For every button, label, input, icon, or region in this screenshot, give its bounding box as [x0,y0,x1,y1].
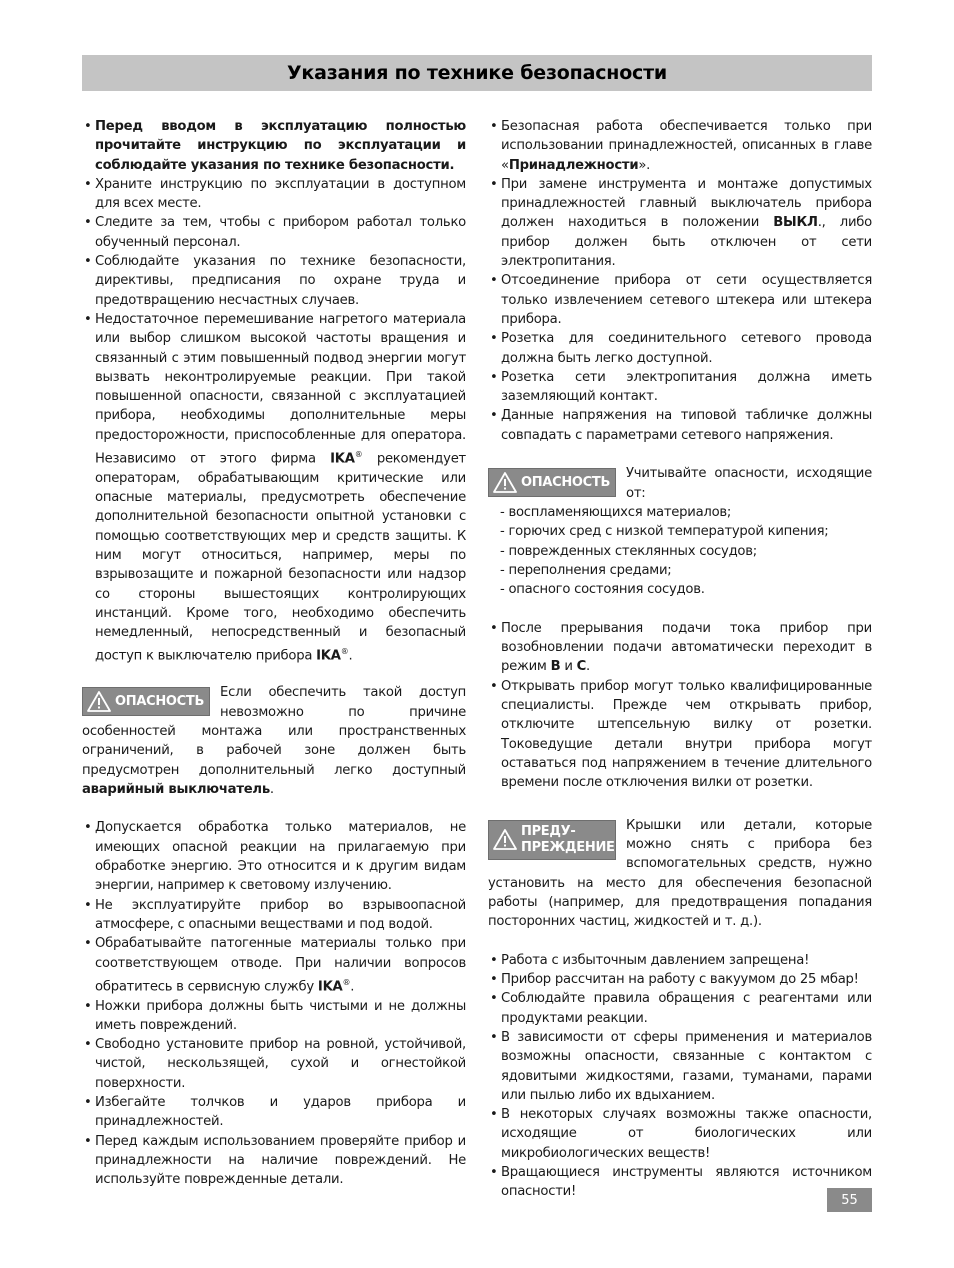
list-item: - поврежденных стеклянных сосудов; [500,542,872,561]
list-item: - воспламеняющихся материалов; [500,503,872,522]
danger-note: ОПАСНОСТЬ Если обеспечить такой доступ невозможно по причине особенностей монтажа или пространственных ограничений, в рабочей зоне должен быть предусмотрен дополнительный легко доступный аварийный выключатель. [82,685,466,797]
list-item: • В некоторых случаях возможны также опасности, исходящие от биологических или микробиологических веществ! [488,1105,872,1163]
list-item: • В зависимости от сферы применения и материалов возможны опасности, связанные с контактом с ядовитыми жидкостями, газами, туманами, парами или пылью либо их вдыханием. [488,1028,872,1105]
list-item: • Соблюдайте правила обращения с реагентами или продуктами реакции. [488,989,872,1028]
page-number: 55 [827,1188,872,1212]
list-item: • Избегайте толчков и ударов прибора и принадлежностей. [82,1093,466,1132]
list-item: • Соблюдайте указания по технике безопасности, директивы, предписания по охране труда и предотвращению несчастных случаев. [82,252,466,310]
list-item: • Безопасная работа обеспечивается только при использовании принадлежностей, описанных в главе «Принадлежности». [488,117,872,175]
page-title: Указания по технике безопасности [286,62,668,84]
list-item: • Вращающиеся инструменты являются источником опасности! [488,1163,872,1202]
warning-triangle-icon [493,829,517,850]
list-item: • Ножки прибора должны быть чистыми и не должны иметь повреждений. [82,997,466,1036]
title-bar [82,55,872,91]
hazard-list [488,503,872,599]
warning-triangle-icon [493,472,517,493]
bullet-list [82,818,466,1189]
list-item: • Допускается обработка только материалов, не имеющих опасной реакции на прилагаемую при обработке энергию. Это относится и к другим видам энергии, например к световому излучению. [82,818,466,895]
left-column [82,117,466,1190]
list-item: - переполнения средами; [500,561,872,580]
danger-badge: ОПАСНОСТЬ [488,468,616,497]
bullet-list [82,117,466,666]
danger-note: ОПАСНОСТЬ Учитывайте опасности, исходящие от: - воспламеняющихся материалов; - горючих сред с низкой температурой кипения; - поврежденных стеклянных сосудов; - переполнения средами; - опасного состояния сосудов. [488,464,872,599]
list-item: • Перед каждым использованием проверяйте прибор и принадлежности на наличие повреждений. Не используйте поврежденные детали. [82,1132,466,1190]
list-item: • Обрабатывайте патогенные материалы только при соответствующем отводе. При наличии вопросов обратитесь в сервисную службу IKA®. [82,934,466,996]
list-item: • Перед вводом в эксплуатацию полностью прочитайте инструкцию по эксплуатации и соблюдайте указания по технике безопасности. [82,117,466,175]
list-item: • При замене инструмента и монтаже допустимых принадлежностей главный выключатель прибора должен находиться в положении ВЫКЛ., либо прибор должен быть отключен от сети электропитания. [488,175,872,271]
list-item: • После прерывания подачи тока прибор при возобновлении подачи автоматически переходит в режим B и C. [488,619,872,677]
list-item: • Работа с избыточным давлением запрещена! [488,951,872,970]
list-item: • Розетка для соединительного сетевого провода должна быть легко доступной. [488,329,872,368]
bullet-list [488,951,872,1202]
list-item: • Свободно установите прибор на ровной, устойчивой, чистой, нескользящей, сухой и огнестойкой поверхности. [82,1035,466,1093]
warning-note: ПРЕДУ- ПРЕЖДЕНИЕ Крышки или детали, которые можно снять с прибора без вспомогательных средств, нужно установить на место для обеспечения безопасной работы (например, для предотвращения попадания посторонних частиц, жидкостей и т. д.). [488,817,872,930]
list-item: • Храните инструкцию по эксплуатации в доступном для всех месте. [82,175,466,214]
list-item: - опасного состояния сосудов. [500,580,872,599]
list-item: • Данные напряжения на типовой табличке должны совпадать с параметрами сетевого напряжения. [488,406,872,445]
danger-badge: ОПАСНОСТЬ [82,687,210,716]
right-column [488,117,872,1202]
list-item: • Открывать прибор могут только квалифицированные специалисты. Прежде чем открывать прибор, отключите штепсельную вилку от розетки. Токоведущие детали внутри прибора могут оставаться под напряжением в течение длительного времени после отключения вилки от розетки. [488,677,872,793]
bullet-list [488,117,872,445]
list-item: - горючих сред с низкой температурой кипения; [500,522,872,541]
warning-triangle-icon [87,691,111,712]
list-item: • Розетка сети электропитания должна иметь заземляющий контакт. [488,368,872,407]
bullet-list [488,619,872,793]
list-item: • Следите за тем, чтобы с прибором работал только обученный персонал. [82,213,466,252]
list-item: • Прибор рассчитан на работу с вакуумом до 25 мбар! [488,970,872,989]
warning-badge: ПРЕДУ- ПРЕЖДЕНИЕ [488,820,616,860]
list-item: • Недостаточное перемешивание нагретого материала или выбор слишком высокой частоты вращения и связанный с этим повышенный подвод энергии могут вызвать неконтролируемые реакции. При такой повышенной опасности, связанной с эксплуатацией прибора, необходимы дополнительные меры предосторожности, приспособленные для оператора. Независимо от этого фирма IKA® рекомендует операторам, обрабатывающим критические или опасные материалы, предусмотреть обеспечение дополнительной безопасности опытной установки с помощью соответствующих мер и средств защиты. К ним могут относиться, например, меры по взрывозащите и пожарной безопасности или надзор со стороны вышестоящих контролирующих инстанций. Кроме того, необходимо обеспечить немедленный, непосредственный и безопасный доступ к выключателю прибора IKA®. [82,310,466,666]
list-item: • Не эксплуатируйте прибор во взрывоопасной атмосфере, с опасными веществами и под водой. [82,896,466,935]
list-item: • Отсоединение прибора от сети осуществляется только извлечением сетевого штекера или штекера прибора. [488,271,872,329]
